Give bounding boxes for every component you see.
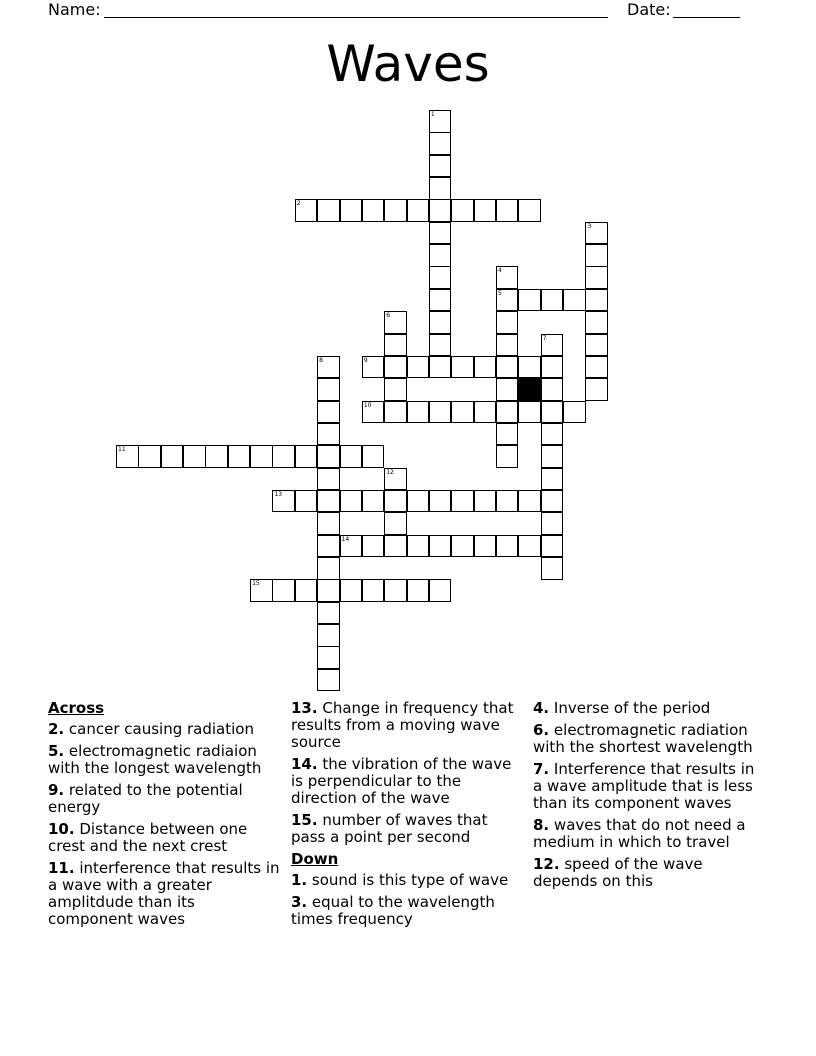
across-clue-13 — [291, 700, 523, 751]
down-clue-3 — [291, 894, 523, 928]
clue-text: the vibration of the wave is perpendicular to the direction of the wave — [291, 755, 512, 807]
grid-cell[interactable] — [317, 579, 340, 602]
grid-cell[interactable] — [317, 624, 340, 647]
grid-cell[interactable] — [518, 401, 541, 424]
down-clue-1 — [291, 872, 523, 889]
grid-cell[interactable] — [474, 401, 497, 424]
grid-cell[interactable] — [138, 445, 161, 468]
grid-cell[interactable] — [585, 244, 608, 267]
grid-cell[interactable] — [541, 557, 564, 580]
grid-cell[interactable] — [451, 490, 474, 513]
cell-number: 11 — [118, 446, 126, 454]
grid-cell[interactable] — [496, 334, 519, 357]
clue-column-1 — [48, 700, 280, 933]
grid-cell[interactable] — [407, 199, 430, 222]
grid-cell[interactable] — [541, 512, 564, 535]
grid-cell[interactable] — [541, 535, 564, 558]
grid-cell[interactable] — [250, 579, 273, 602]
grid-cell[interactable] — [384, 334, 407, 357]
clue-number: 12. — [533, 855, 560, 873]
grid-cell[interactable] — [496, 490, 519, 513]
across-clue-5 — [48, 743, 280, 777]
grid-cell[interactable] — [429, 334, 452, 357]
clue-text: number of waves that pass a point per second — [291, 811, 488, 846]
grid-cell[interactable] — [317, 356, 340, 379]
cell-number: 10 — [363, 401, 372, 409]
grid-cell[interactable] — [585, 378, 608, 401]
grid-cell[interactable] — [518, 289, 541, 312]
grid-cell[interactable] — [317, 557, 340, 580]
cell-number: 4 — [497, 267, 502, 275]
grid-cell[interactable] — [429, 244, 452, 267]
grid-cell[interactable] — [518, 356, 541, 379]
grid-cell[interactable] — [295, 445, 318, 468]
grid-cell[interactable] — [384, 378, 407, 401]
name-label: Name: — [48, 0, 101, 19]
grid-cell[interactable] — [429, 177, 452, 200]
cell-number: 2 — [296, 200, 301, 208]
across-heading: Across — [48, 699, 105, 717]
clue-text: electromagnetic radiaion with the longest wavelength — [48, 742, 262, 777]
cell-number: 7 — [542, 334, 547, 342]
grid-cell[interactable] — [317, 423, 340, 446]
cell-number: 14 — [341, 535, 350, 543]
grid-cell[interactable] — [362, 579, 385, 602]
grid-cell[interactable] — [451, 401, 474, 424]
grid-cell[interactable] — [518, 490, 541, 513]
grid-cell[interactable] — [407, 490, 430, 513]
grid-cell[interactable] — [295, 579, 318, 602]
clue-text: Interference that results in a wave amplitude that is less than its component waves — [533, 760, 755, 812]
grid-cell[interactable] — [429, 579, 452, 602]
grid-cell[interactable] — [518, 535, 541, 558]
clue-number: 2. — [48, 720, 65, 738]
grid-cell[interactable] — [384, 512, 407, 535]
clue-number: 10. — [48, 820, 75, 838]
grid-cell[interactable] — [429, 490, 452, 513]
clue-number: 3. — [291, 893, 308, 911]
grid-cell[interactable] — [384, 311, 407, 334]
grid-cell[interactable] — [205, 445, 228, 468]
grid-cell[interactable] — [496, 378, 519, 401]
across-clue-11 — [48, 860, 280, 928]
grid-cell[interactable] — [429, 155, 452, 178]
grid-cell[interactable] — [563, 289, 586, 312]
grid-cell[interactable] — [317, 378, 340, 401]
grid-cell[interactable] — [541, 401, 564, 424]
grid-cell[interactable] — [585, 334, 608, 357]
grid-cell[interactable] — [317, 401, 340, 424]
clue-number: 5. — [48, 742, 65, 760]
grid-cell[interactable] — [518, 199, 541, 222]
clue-column-3 — [533, 700, 765, 895]
grid-cell[interactable] — [541, 445, 564, 468]
clue-number: 11. — [48, 859, 75, 877]
clue-number: 6. — [533, 721, 550, 739]
cell-number: 1 — [430, 111, 435, 118]
clue-text: electromagnetic radiation with the shortest wavelength — [533, 721, 753, 756]
clue-number: 14. — [291, 755, 318, 773]
clue-text: waves that do not need a medium in which to travel — [533, 816, 746, 851]
grid-cell[interactable] — [474, 535, 497, 558]
across-clue-9 — [48, 782, 280, 816]
cell-number: 3 — [587, 222, 592, 230]
date-label: Date: — [627, 0, 671, 19]
cell-number: 12 — [386, 468, 394, 476]
grid-cell[interactable] — [541, 423, 564, 446]
black-cell — [518, 378, 541, 401]
grid-cell[interactable] — [317, 512, 340, 535]
grid-cell[interactable] — [362, 535, 385, 558]
cell-number: 13 — [274, 490, 283, 498]
clue-text: Change in frequency that results from a moving wave source — [291, 699, 514, 751]
grid-cell[interactable] — [161, 445, 184, 468]
grid-cell[interactable] — [429, 266, 452, 289]
cell-number: 5 — [497, 289, 502, 297]
grid-cell[interactable] — [585, 222, 608, 245]
grid-cell[interactable] — [384, 356, 407, 379]
grid-cell[interactable] — [541, 378, 564, 401]
clue-column-2 — [291, 700, 523, 933]
clue-text: related to the potential energy — [48, 781, 243, 816]
clue-text: cancer causing radiation — [68, 720, 254, 738]
grid-cell[interactable] — [451, 535, 474, 558]
grid-cell[interactable] — [407, 579, 430, 602]
grid-cell[interactable] — [451, 199, 474, 222]
grid-cell[interactable] — [250, 445, 273, 468]
grid-cell[interactable] — [272, 579, 295, 602]
grid-cell[interactable] — [362, 445, 385, 468]
across-clue-2 — [48, 721, 280, 738]
grid-cell[interactable] — [496, 535, 519, 558]
down-clue-6 — [533, 722, 765, 756]
grid-cell[interactable] — [585, 289, 608, 312]
grid-cell[interactable] — [496, 356, 519, 379]
grid-cell[interactable] — [317, 535, 340, 558]
grid-cell[interactable] — [384, 401, 407, 424]
grid-cell[interactable] — [429, 132, 452, 155]
grid-cell[interactable] — [585, 266, 608, 289]
down-clue-12 — [533, 856, 765, 890]
grid-cell[interactable] — [496, 266, 519, 289]
grid-cell[interactable] — [295, 199, 318, 222]
grid-cell[interactable] — [362, 401, 385, 424]
grid-cell[interactable] — [116, 445, 139, 468]
down-clue-7 — [533, 761, 765, 812]
grid-cell[interactable] — [496, 289, 519, 312]
grid-cell[interactable] — [429, 222, 452, 245]
grid-cell[interactable] — [272, 490, 295, 513]
down-clue-8 — [533, 817, 765, 851]
grid-cell[interactable] — [384, 579, 407, 602]
grid-cell[interactable] — [496, 423, 519, 446]
grid-cell[interactable] — [407, 356, 430, 379]
grid-cell[interactable] — [563, 401, 586, 424]
down-clue-4 — [533, 700, 765, 717]
clue-number: 13. — [291, 699, 318, 717]
grid-cell[interactable] — [541, 468, 564, 491]
grid-cell[interactable] — [541, 334, 564, 357]
grid-cell[interactable] — [496, 401, 519, 424]
grid-cell[interactable] — [407, 535, 430, 558]
grid-cell[interactable] — [496, 199, 519, 222]
grid-cell[interactable] — [340, 579, 363, 602]
grid-cell[interactable] — [362, 490, 385, 513]
grid-cell[interactable] — [429, 535, 452, 558]
grid-cell[interactable] — [585, 311, 608, 334]
grid-cell[interactable] — [474, 356, 497, 379]
grid-cell[interactable] — [429, 110, 452, 133]
grid-cell[interactable] — [317, 646, 340, 669]
cell-number: 9 — [363, 356, 368, 364]
grid-cell[interactable] — [340, 535, 363, 558]
grid-cell[interactable] — [474, 199, 497, 222]
grid-cell[interactable] — [541, 490, 564, 513]
across-clue-15 — [291, 812, 523, 846]
clue-number: 15. — [291, 811, 318, 829]
clue-text: Distance between one crest and the next crest — [48, 820, 248, 855]
grid-cell[interactable] — [429, 401, 452, 424]
clue-number: 9. — [48, 781, 65, 799]
grid-cell[interactable] — [384, 199, 407, 222]
across-clue-14 — [291, 756, 523, 807]
grid-cell[interactable] — [340, 445, 363, 468]
clue-text: equal to the wavelength times frequency — [291, 893, 495, 928]
down-heading: Down — [291, 850, 339, 868]
grid-cell[interactable] — [541, 289, 564, 312]
clue-text: speed of the wave depends on this — [533, 855, 703, 890]
grid-cell[interactable] — [317, 602, 340, 625]
cell-number: 6 — [386, 312, 391, 320]
grid-cell[interactable] — [451, 356, 474, 379]
clue-number: 7. — [533, 760, 550, 778]
grid-cell[interactable] — [496, 445, 519, 468]
grid-cell[interactable] — [384, 468, 407, 491]
across-clue-10 — [48, 821, 280, 855]
grid-cell[interactable] — [317, 468, 340, 491]
grid-cell[interactable] — [384, 535, 407, 558]
grid-cell[interactable] — [384, 490, 407, 513]
grid-cell[interactable] — [317, 199, 340, 222]
grid-cell[interactable] — [362, 356, 385, 379]
grid-cell[interactable] — [340, 199, 363, 222]
clue-number: 8. — [533, 816, 550, 834]
grid-cell[interactable] — [317, 669, 340, 692]
grid-cell[interactable] — [496, 311, 519, 334]
clue-text: Inverse of the period — [553, 699, 711, 717]
page-title: Waves — [326, 35, 490, 93]
grid-cell[interactable] — [585, 356, 608, 379]
clue-text: interference that results in a wave with a greater amplitdude than its component waves — [48, 859, 280, 928]
grid-cell[interactable] — [295, 490, 318, 513]
grid-cell[interactable] — [474, 490, 497, 513]
grid-cell[interactable] — [272, 445, 295, 468]
cell-number: 8 — [319, 356, 323, 364]
grid-cell[interactable] — [429, 311, 452, 334]
grid-cell[interactable] — [407, 401, 430, 424]
grid-cell[interactable] — [228, 445, 251, 468]
grid-cell[interactable] — [317, 445, 340, 468]
cell-number: 15 — [252, 580, 260, 588]
grid-cell[interactable] — [541, 356, 564, 379]
grid-cell[interactable] — [183, 445, 206, 468]
grid-cell[interactable] — [429, 289, 452, 312]
clue-number: 4. — [533, 699, 550, 717]
grid-cell[interactable] — [429, 356, 452, 379]
clue-text: sound is this type of wave — [311, 871, 509, 889]
grid-cell[interactable] — [429, 199, 452, 222]
grid-cell[interactable] — [340, 490, 363, 513]
grid-cell[interactable] — [362, 199, 385, 222]
clue-number: 1. — [291, 871, 308, 889]
grid-cell[interactable] — [317, 490, 340, 513]
